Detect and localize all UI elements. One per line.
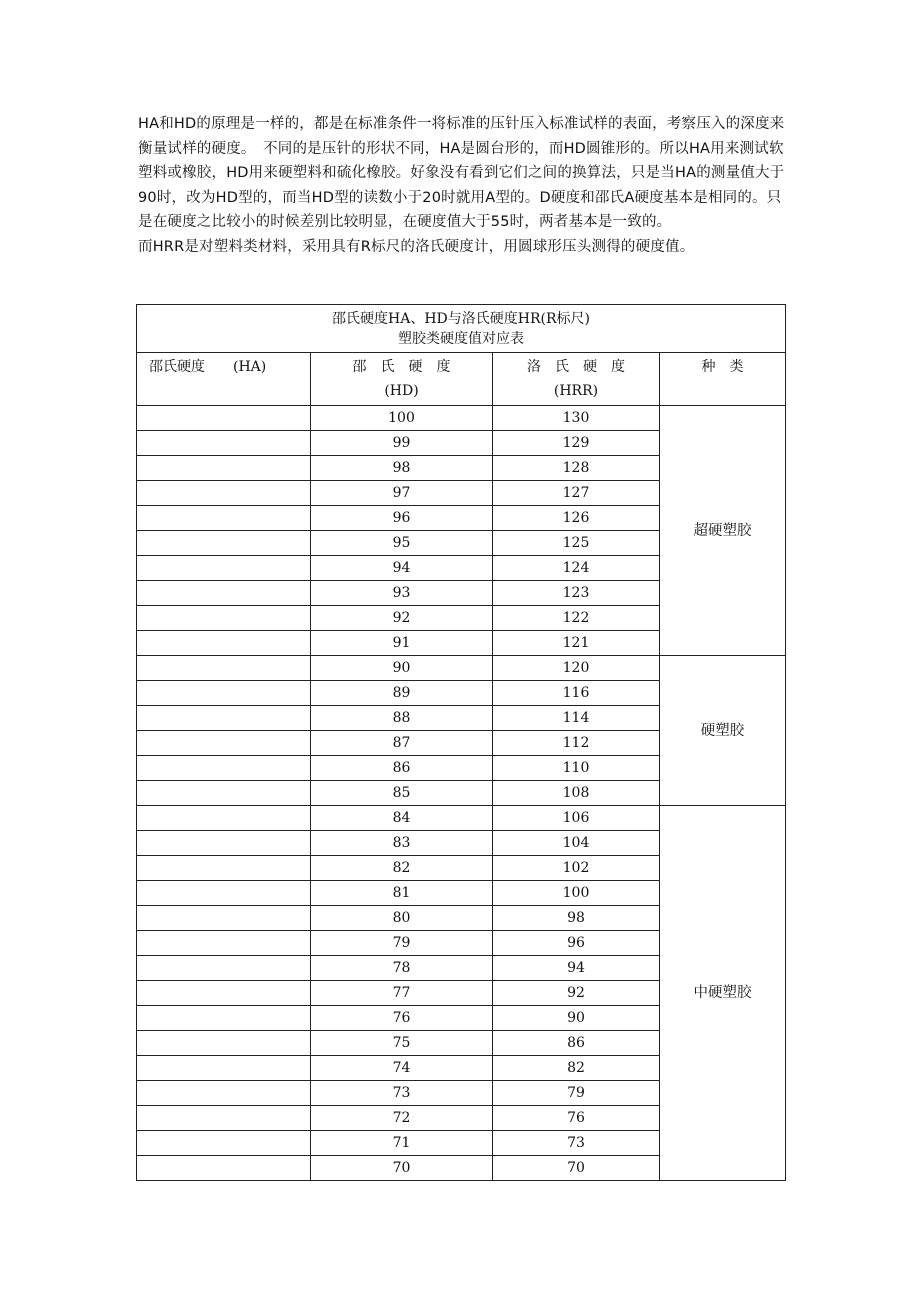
table-title-line-2: 塑胶类硬度值对应表 <box>398 330 525 347</box>
cell-hrr: 108 <box>493 781 660 806</box>
cell-hrr: 122 <box>493 606 660 631</box>
cell-hd: 70 <box>311 1156 493 1181</box>
cell-ha <box>137 781 311 806</box>
cell-ha <box>137 631 311 656</box>
cell-hrr: 70 <box>493 1156 660 1181</box>
category-cell: 超硬塑胶 <box>660 406 786 656</box>
cell-ha <box>137 1056 311 1081</box>
cell-hrr: 106 <box>493 806 660 831</box>
header-ha: 邵氏硬度 (HA) <box>137 353 311 406</box>
table-row <box>137 806 786 831</box>
cell-hrr: 116 <box>493 681 660 706</box>
category-cell: 中硬塑胶 <box>660 806 786 1181</box>
cell-ha <box>137 1106 311 1131</box>
cell-hrr: 121 <box>493 631 660 656</box>
cell-hrr: 94 <box>493 956 660 981</box>
cell-ha <box>137 656 311 681</box>
hardness-conversion-table <box>136 304 786 1181</box>
cell-ha <box>137 581 311 606</box>
cell-hrr: 79 <box>493 1081 660 1106</box>
cell-ha <box>137 1031 311 1056</box>
cell-hd: 88 <box>311 706 493 731</box>
cell-hrr: 114 <box>493 706 660 731</box>
cell-hrr: 110 <box>493 756 660 781</box>
cell-ha <box>137 1131 311 1156</box>
cell-hd: 73 <box>311 1081 493 1106</box>
cell-ha <box>137 556 311 581</box>
cell-hrr: 123 <box>493 581 660 606</box>
table-row <box>137 406 786 431</box>
cell-ha <box>137 881 311 906</box>
cell-ha <box>137 831 311 856</box>
cell-hrr: 129 <box>493 431 660 456</box>
cell-ha <box>137 856 311 881</box>
cell-ha <box>137 706 311 731</box>
cell-hrr: 73 <box>493 1131 660 1156</box>
cell-hrr: 128 <box>493 456 660 481</box>
cell-hd: 72 <box>311 1106 493 1131</box>
cell-ha <box>137 931 311 956</box>
cell-ha <box>137 456 311 481</box>
cell-ha <box>137 406 311 431</box>
cell-hd: 91 <box>311 631 493 656</box>
cell-hd: 80 <box>311 906 493 931</box>
cell-hd: 97 <box>311 481 493 506</box>
intro-paragraph-1: HA和HD的原理是一样的，都是在标准条件一将标准的压针压入标准试样的表面，考察压入的深度来衡量试样的硬度。 不同的是压针的形状不同，HA是圆台形的，而HD圆锥形的。所以HA用来测试软塑料或橡胶，HD用来硬塑料和硫化橡胶。好象没有看到它们之间的换算法，只是当HA的测量值大于90时，改为HD型的，而当HD型的读数小于20时就用A型的。D硬度和邵氏A硬度基本是相同的。只是在硬度之比较小的时候差别比较明显，在硬度值大于55时，两者基本是一致的。 <box>138 116 785 230</box>
intro-text <box>138 112 788 259</box>
cell-hrr: 98 <box>493 906 660 931</box>
cell-ha <box>137 531 311 556</box>
cell-hd: 94 <box>311 556 493 581</box>
cell-ha <box>137 506 311 531</box>
cell-hd: 86 <box>311 756 493 781</box>
cell-hd: 96 <box>311 506 493 531</box>
cell-hrr: 90 <box>493 1006 660 1031</box>
cell-ha <box>137 1156 311 1181</box>
cell-hrr: 127 <box>493 481 660 506</box>
cell-hrr: 102 <box>493 856 660 881</box>
header-hrr <box>493 353 660 406</box>
cell-hd: 82 <box>311 856 493 881</box>
cell-hd: 89 <box>311 681 493 706</box>
cell-ha <box>137 481 311 506</box>
cell-ha <box>137 1081 311 1106</box>
cell-hd: 87 <box>311 731 493 756</box>
cell-hd: 85 <box>311 781 493 806</box>
cell-hrr: 76 <box>493 1106 660 1131</box>
cell-hrr: 120 <box>493 656 660 681</box>
cell-ha <box>137 1006 311 1031</box>
cell-ha <box>137 981 311 1006</box>
cell-hrr: 112 <box>493 731 660 756</box>
cell-hrr: 104 <box>493 831 660 856</box>
header-kind: 种 类 <box>660 353 786 406</box>
header-hd-label: 邵 氏 硬 度 <box>352 359 451 375</box>
cell-ha <box>137 681 311 706</box>
cell-hd: 92 <box>311 606 493 631</box>
header-hd-unit: (HD) <box>384 383 419 399</box>
cell-hd: 71 <box>311 1131 493 1156</box>
intro-paragraph-2: 而HRR是对塑料类材料，采用具有R标尺的洛氏硬度计，用圆球形压头测得的硬度值。 <box>138 238 695 255</box>
cell-hrr: 130 <box>493 406 660 431</box>
table-row <box>137 656 786 681</box>
cell-ha <box>137 606 311 631</box>
cell-hrr: 124 <box>493 556 660 581</box>
cell-ha <box>137 431 311 456</box>
cell-hd: 93 <box>311 581 493 606</box>
cell-ha <box>137 956 311 981</box>
cell-hd: 75 <box>311 1031 493 1056</box>
cell-hrr: 92 <box>493 981 660 1006</box>
cell-hrr: 125 <box>493 531 660 556</box>
cell-hrr: 100 <box>493 881 660 906</box>
cell-ha <box>137 906 311 931</box>
cell-hd: 76 <box>311 1006 493 1031</box>
cell-hd: 77 <box>311 981 493 1006</box>
cell-hrr: 126 <box>493 506 660 531</box>
table-title <box>137 305 786 353</box>
cell-ha <box>137 731 311 756</box>
cell-hd: 74 <box>311 1056 493 1081</box>
cell-hd: 84 <box>311 806 493 831</box>
header-hd <box>311 353 493 406</box>
header-hrr-unit: (HRR) <box>553 383 599 399</box>
cell-hd: 79 <box>311 931 493 956</box>
cell-hrr: 86 <box>493 1031 660 1056</box>
cell-hd: 100 <box>311 406 493 431</box>
table-title-line-1: 邵氏硬度HA、HD与洛氏硬度HR(R标尺) <box>332 310 590 327</box>
table-header-row <box>137 353 786 406</box>
cell-hd: 83 <box>311 831 493 856</box>
cell-hrr: 82 <box>493 1056 660 1081</box>
cell-ha <box>137 756 311 781</box>
cell-hrr: 96 <box>493 931 660 956</box>
cell-ha <box>137 806 311 831</box>
cell-hd: 90 <box>311 656 493 681</box>
header-hrr-label: 洛 氏 硬 度 <box>527 359 625 375</box>
cell-hd: 95 <box>311 531 493 556</box>
cell-hd: 98 <box>311 456 493 481</box>
category-cell: 硬塑胶 <box>660 656 786 806</box>
cell-hd: 78 <box>311 956 493 981</box>
cell-hd: 99 <box>311 431 493 456</box>
cell-hd: 81 <box>311 881 493 906</box>
